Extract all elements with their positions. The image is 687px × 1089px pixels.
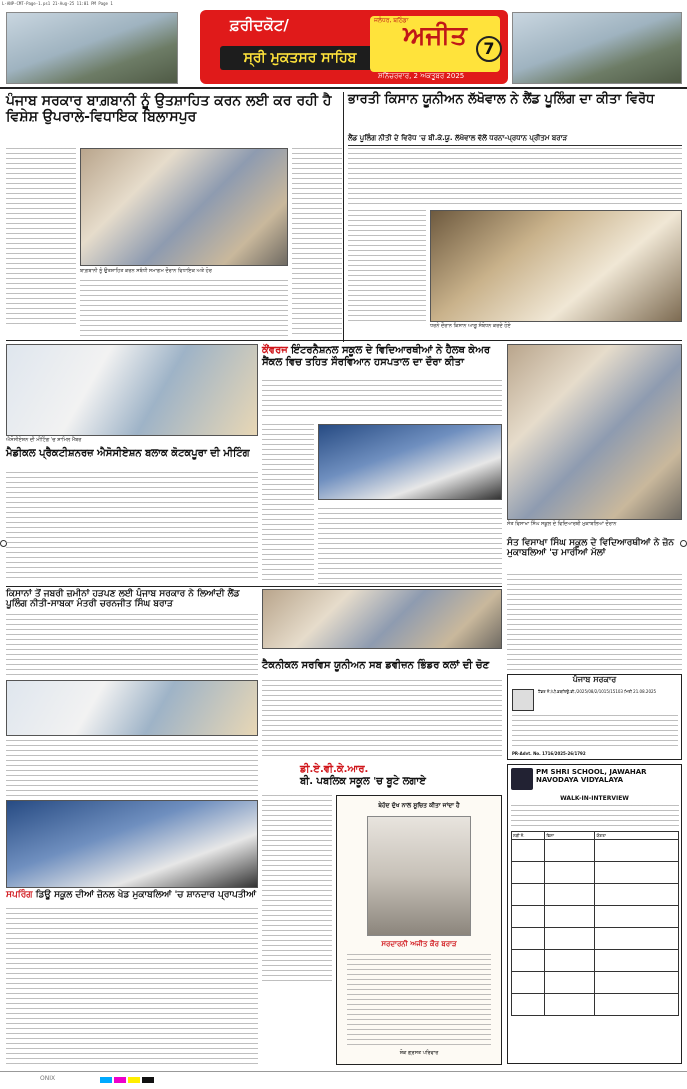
article-1-photo	[80, 148, 288, 266]
school-notice-body	[511, 805, 679, 827]
obituary-box	[336, 795, 502, 1065]
obituary-photo	[367, 816, 471, 936]
article-4-caption: ਐਸੋਸੀਏਸ਼ਨ ਦੀ ਮੀਟਿੰਗ 'ਚ ਸ਼ਾਮਿਲ ਮੈਂਬਰ	[6, 437, 82, 443]
color-bar-cyan	[100, 1077, 112, 1083]
school-logo	[511, 768, 533, 790]
article-2-subhead: ਲੈਂਡ ਪੂਲਿੰਗ ਨੀਤੀ ਦੇ ਵਿਰੋਧ 'ਚ ਬੀ.ਕੇ.ਯੂ. ਲੱਖੋਵਾਲ ਵੱਲੋਂ ਧਰਨਾ-ਪ੍ਰਧਾਨ ਪ੍ਰੀਤਮ ਬਰਾੜ	[348, 134, 682, 146]
table-header: ਲੜੀ ਨੰ.	[512, 832, 545, 840]
govt-notice-code: PR-Advt. No. 1716/2025-26/1792	[512, 751, 586, 756]
table-row	[512, 840, 679, 862]
govt-notice	[507, 674, 682, 760]
article-2-caption: ਧਰਨੇ ਦੌਰਾਨ ਕਿਸਾਨ ਆਗੂ ਸੰਬੋਧਨ ਕਰਦੇ ਹੋਏ	[430, 323, 511, 329]
masthead-logo	[200, 10, 508, 84]
obituary-footer: ਸ਼ੋਕ ਗ੍ਰਸਤ ਪਰਿਵਾਰ	[399, 1050, 439, 1056]
footer-label: ONIX	[40, 1075, 56, 1082]
article-6-body	[6, 614, 258, 678]
color-bar-magenta	[114, 1077, 126, 1083]
color-bar-yellow	[128, 1077, 140, 1083]
article-3-headline-red: ਕੌਂਵਰਜ	[262, 345, 288, 356]
school-notice	[507, 764, 682, 1064]
masthead-photo-right	[512, 12, 682, 84]
obituary-name: ਸਰਦਾਰਨੀ ਅਜੀਤ ਕੌਰ ਬਰਾੜ	[381, 940, 457, 948]
article-3-headline-text: ਇੰਟਰਨੈਸ਼ਨਲ ਸਕੂਲ ਦੇ ਵਿਦਿਆਰਥੀਆਂ ਨੇ ਹੈਲਥ ਕੇਅਰ ਸੈਂਕਲ ਵਿਚ ਤਹਿਤ ਸੌਰਵਿਆਨ ਹਸਪਤਾਲ ਦਾ ਦੌਰਾ ਕੀਤਾ	[262, 345, 491, 368]
article-5-headline: ਸੰਤ ਵਿਸਾਖਾ ਸਿੰਘ ਸਕੂਲ ਦੇ ਵਿਦਿਆਰਥੀਆਂ ਨੇ ਜ਼ੋਨ ਮੁਕਾਬਲਿਆਂ 'ਚ ਮਾਰੀਆਂ ਮੱਲਾਂ	[507, 538, 674, 559]
brand-name: ਅਜੀਤ	[403, 21, 467, 51]
article-1-headline: ਪੰਜਾਬ ਸਰਕਾਰ ਬਾਗ਼ਬਾਨੀ ਨੂੰ ਉਤਸ਼ਾਹਿਤ ਕਰਨ ਲਈ ਕਰ ਰਹੀ ਹੈ ਵਿਸ਼ੇਸ਼ ਉਪਰਾਲੇ-ਵਿਧਾਇਕ ਬਿਲਾਸਪੁਰ	[6, 93, 332, 126]
article-1-caption: ਬਾਗ਼ਬਾਨੀ ਨੂੰ ਉਤਸ਼ਾਹਿਤ ਕਰਨ ਸਬੰਧੀ ਸਮਾਗਮ ਦੌਰਾਨ ਵਿਧਾਇਕ ਅਤੇ ਹੋਰ	[80, 268, 212, 274]
print-slug: L-ANP-CMT-Page-1.ps1 21-Aug-25 11:01 PM Page 1	[2, 1, 113, 6]
article-5-photo	[507, 344, 682, 520]
article-7-headline: ਟੈਕਨੀਕਲ ਸਰਵਿਸ ਯੂਨੀਅਨ ਸਬ ਡਵੀਜ਼ਨ ਭਿੰਡਰ ਕਲਾਂ ਦੀ ਚੋਣ	[262, 660, 490, 671]
obituary-heading: ਬੇਹੱਦ ਦੁੱਖ ਨਾਲ ਸੂਚਿਤ ਕੀਤਾ ਜਾਂਦਾ ਹੈ	[378, 802, 460, 809]
row-divider	[6, 340, 682, 341]
obituary-body	[347, 954, 491, 1046]
article-8-headline	[300, 764, 490, 787]
table-row	[512, 884, 679, 906]
table-row	[512, 928, 679, 950]
article-9-headline	[6, 890, 258, 900]
article-1-body	[6, 148, 76, 328]
article-2-body-2	[348, 210, 426, 322]
article-1-body-2	[292, 148, 342, 338]
article-9-headline-red: ਸਪਰਿੰਗ	[6, 890, 33, 900]
school-notice-sub: WALK-IN-INTERVIEW	[560, 795, 629, 802]
article-2-body	[348, 148, 682, 208]
article-8-body	[262, 795, 332, 985]
row-divider	[6, 586, 502, 587]
article-5-caption: ਸੰਤ ਵਿਸਾਖਾ ਸਿੰਘ ਸਕੂਲ ਦੇ ਵਿਦਿਆਰਥੀ ਮੁਕਾਬਲਿਆਂ ਦੌਰਾਨ	[507, 521, 617, 527]
govt-notice-header: ਪੰਜਾਬ ਸਰਕਾਰ	[572, 675, 617, 684]
column-divider	[343, 92, 344, 342]
govt-notice-ref: ਟੈਂਡਰ ਨੰ:/ਪੀ.ਡਬਲਿਊ.ਡੀ./2025/08/2/1015/15103 ਮਿਤੀ 21.08.2025	[538, 689, 657, 694]
article-3-headline	[262, 345, 502, 368]
article-3-body-3	[318, 508, 502, 584]
article-8-headline-text: ਬੀ. ਪਬਲਿਕ ਸਕੂਲ 'ਚ ਬੂਟੇ ਲਗਾਏ	[300, 775, 426, 787]
article-1-body-3	[80, 280, 288, 336]
color-bar-black	[142, 1077, 154, 1083]
article-7-photo	[262, 589, 502, 649]
masthead-photo-left	[6, 12, 178, 84]
table-row	[512, 972, 679, 994]
article-2-headline: ਭਾਰਤੀ ਕਿਸਾਨ ਯੂਨੀਅਨ ਲੱਖੋਵਾਲ ਨੇ ਲੈਂਡ ਪੂਲਿੰਗ ਦਾ ਕੀਤਾ ਵਿਰੋਧ	[348, 92, 655, 107]
brand-sub: ਜਲੰਧਰ, ਬਠਿੰਡਾ	[374, 17, 409, 24]
page-footer	[0, 1071, 687, 1089]
article-4-body	[6, 472, 258, 582]
table-row	[512, 994, 679, 1016]
govt-emblem	[512, 689, 534, 711]
article-6-body-2	[6, 740, 258, 798]
masthead-city: ਫ਼ਰੀਦਕੋਟ/	[230, 16, 289, 34]
article-9-headline-text: ਡਿਊ ਸਕੂਲ ਦੀਆਂ ਜ਼ੋਨਲ ਖੇਡ ਮੁਕਾਬਲਿਆਂ 'ਚ ਸ਼ਾਨਦਾਰ ਪ੍ਰਾਪਤੀਆਂ	[35, 890, 257, 900]
govt-notice-body	[512, 715, 678, 747]
school-notice-table	[511, 831, 679, 1016]
article-3-body-2	[262, 424, 314, 584]
article-9-body	[6, 908, 258, 1066]
article-6-headline: ਕਿਸਾਨਾਂ ਤੋਂ ਜਬਰੀ ਜ਼ਮੀਨਾਂ ਹੜਪਣ ਲਈ ਪੰਜਾਬ ਸਰਕਾਰ ਨੇ ਲਿਆਂਦੀ ਲੈਂਡ ਪੂਲਿੰਗ ਨੀਤੀ-ਸਾਬਕਾ ਮੰਤਰੀ ਚਰਨਜੀਤ ਸਿੰਘ ਬਰਾੜ	[6, 589, 240, 610]
article-5-body	[507, 574, 682, 670]
article-8-headline-red: ਡੀ.ਏ.ਵੀ.ਕੇ.ਆਰ.	[300, 764, 369, 775]
article-4-photo	[6, 344, 258, 436]
table-row	[512, 862, 679, 884]
article-3-body	[262, 380, 502, 420]
article-2-photo	[430, 210, 682, 322]
table-header: ਯੋਗਤਾ	[595, 832, 679, 840]
article-4-headline: ਮੈਡੀਕਲ ਪ੍ਰੈਕਟੀਸ਼ਨਰਜ਼ ਐਸੋਸੀਏਸ਼ਨ ਬਲਾਕ ਕੋਟਕਪੂਰਾ ਦੀ ਮੀਟਿੰਗ	[6, 448, 250, 459]
masthead-date: ਸ਼ਨਿੱਚਰਵਾਰ, 2 ਅਕਤੂਬਰ 2025	[378, 72, 465, 80]
table-header: ਵਿਸ਼ਾ	[545, 832, 595, 840]
page-number: 7	[476, 36, 502, 62]
article-6-photo	[6, 680, 258, 736]
article-7-body	[262, 680, 502, 760]
table-row	[512, 906, 679, 928]
table-row	[512, 950, 679, 972]
school-name: PM SHRI SCHOOL, JAWAHAR NAVODAYA VIDYALAYA	[536, 768, 647, 785]
article-9-photo	[6, 800, 258, 888]
article-3-photo	[318, 424, 502, 500]
masthead-city2: ਸ੍ਰੀ ਮੁਕਤਸਰ ਸਾਹਿਬ	[220, 46, 380, 70]
